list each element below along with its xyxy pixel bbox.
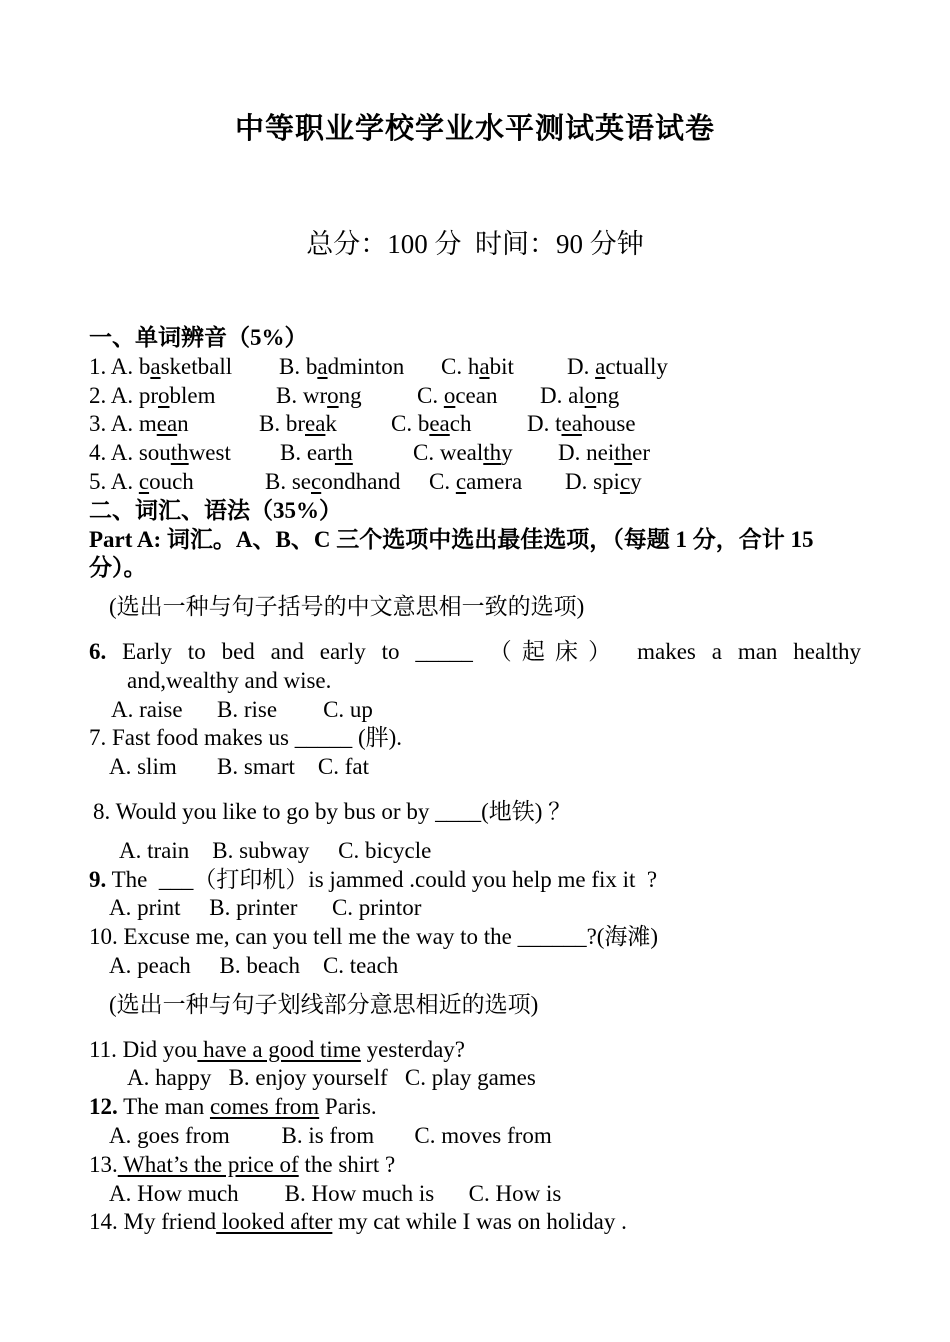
part-a-heading: Part A: 词汇。A、B、C 三个选项中选出最佳选项，（每题 1 分，合计 15 分）。 [89, 526, 814, 581]
question-13-options: A. How much B. How much is C. How is [109, 1180, 562, 1206]
question-12: 12. The man comes from Paris. [89, 1094, 377, 1120]
section-heading-1: 一、单词辨音（5%） [89, 325, 308, 350]
exam-meta: 总分：100 分 时间：90 分钟 [306, 229, 644, 259]
question-10: 10. Excuse me, can you tell me the way to the ______?(海滩) [89, 924, 659, 950]
page-title: 中等职业学校学业水平测试英语试卷 [234, 113, 715, 145]
question-7-options: A. slim B. smart C. fat [109, 754, 370, 780]
section-heading-2: 二、词汇、语法（35%） [89, 497, 342, 523]
question-9-options: A. print B. printer C. printor [109, 895, 422, 921]
question-13: 13. What’s the price of the shirt ? [89, 1151, 396, 1177]
question-8: 8. Would you like to go by bus or by ____(地铁) ？ [93, 798, 572, 824]
question-12-options: A. goes from B. is from C. moves from [109, 1122, 552, 1148]
question-6-options: A. raise B. rise C. up [111, 696, 373, 722]
instruction-underline: (选出一种与句子划线部分意思相近的选项) [109, 991, 539, 1017]
question-6-cont: and,wealthy and wise. [127, 667, 332, 693]
question-11: 11. Did you have a good time yesterday? [89, 1036, 466, 1062]
instruction-translation: (选出一种与句子括号的中文意思相一致的选项) [109, 594, 585, 620]
question-9: 9. The ___（打印机）is jammed .could you help me fix it ? [89, 866, 658, 892]
question-14: 14. My friend looked after my cat while I was on holiday . [89, 1209, 627, 1235]
question-8-options: A. train B. subway C. bicycle [119, 837, 432, 863]
question-4: 4. A. southwest B. earth C. wealthy D. neither [89, 440, 650, 466]
question-11-options: A. happy B. enjoy yourself C. play games [127, 1065, 536, 1091]
exam-body [89, 324, 861, 1237]
question-5: 5. A. couch B. secondhand C. camera D. spicy [89, 468, 642, 494]
question-3: 3. A. mean B. break C. beach D. teahouse [89, 411, 636, 437]
question-2: 2. A. problem B. wrong C. ocean D. along [89, 382, 620, 408]
question-1: 1. A. basketball B. badminton C. habit D. actually [89, 353, 668, 379]
question-10-options: A. peach B. beach C. teach [109, 952, 399, 978]
question-7: 7. Fast food makes us _____ (胖). [89, 725, 403, 751]
question-6: 6. Early to bed and early to _____ （起床） makes a man healthy [89, 638, 861, 664]
